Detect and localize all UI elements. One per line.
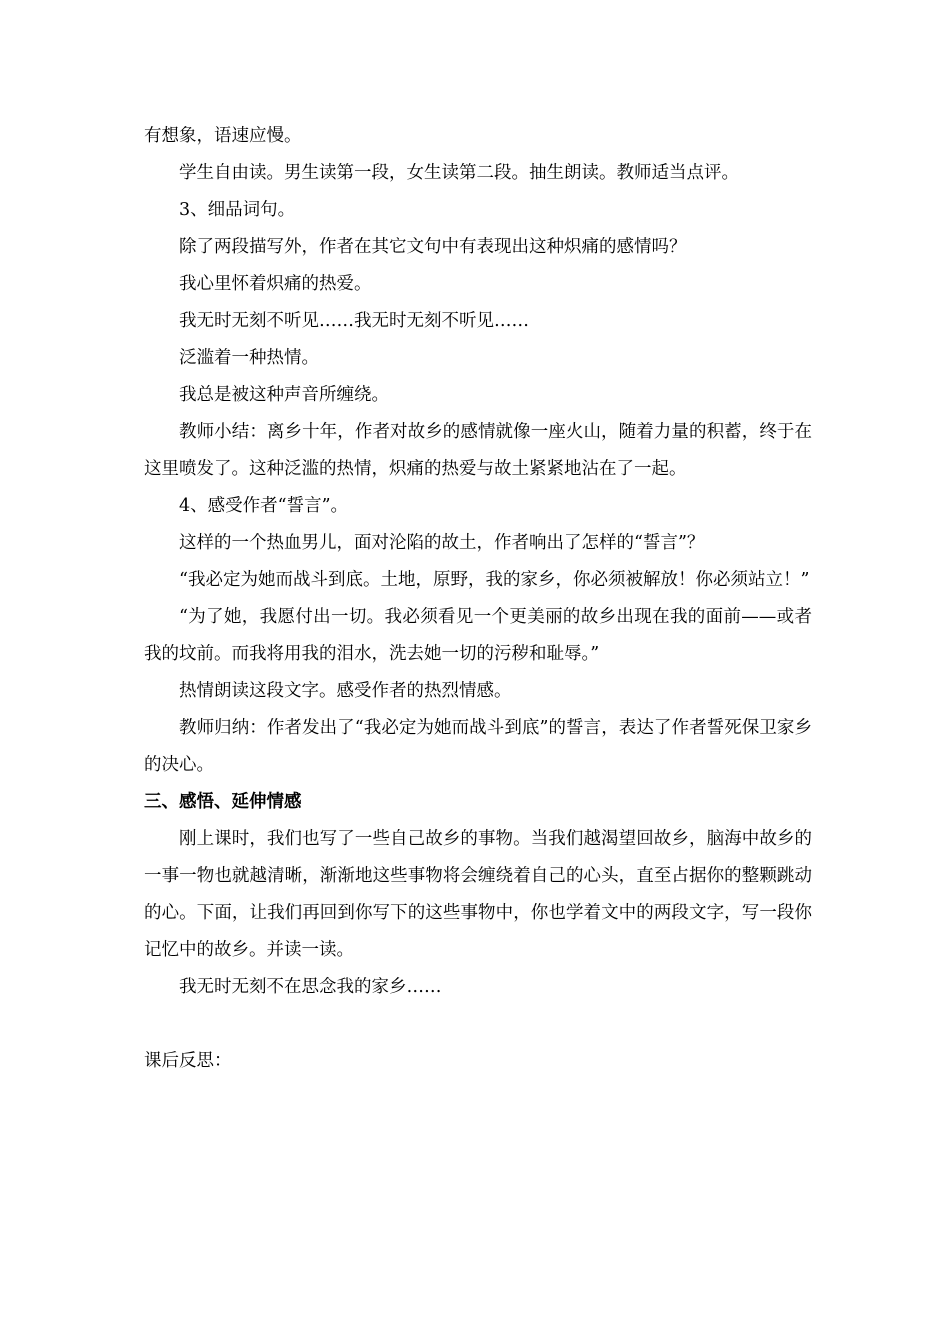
paragraph: 热情朗读这段文字。感受作者的热烈情感。 [179, 681, 512, 701]
paragraph: 学生自由读。男生读第一段，女生读第二段。抽生朗读。教师适当点评。 [179, 163, 739, 183]
reflection-label: 课后反思： [144, 1051, 232, 1071]
quoted-line: 我心里怀着炽痛的热爱。 [179, 274, 372, 294]
paragraph: 刚上课时，我们也写了一些自己故乡的事物。当我们越渴望回故乡，脑海中故乡的一事一物也就越清晰，渐渐地这些事物将会缠绕着自己的心头，直至占据你的整颗跳动的心。下面，让我们再回到你写下的这些事物中，你也学着文中的两段文字，写一段你记忆中的故乡。并读一读。 [144, 829, 812, 960]
blank-line [144, 1006, 812, 1043]
section-subheading: 4、感受作者“誓言”。 [179, 496, 349, 516]
paragraph: 教师归纳：作者发出了“我必定为她而战斗到底”的誓言，表达了作者誓死保卫家乡的决心。 [144, 718, 812, 775]
section-heading: 三、感悟、延伸情感 [144, 792, 302, 812]
document-body [144, 118, 812, 1080]
paragraph: 有想象，语速应慢。 [144, 126, 302, 146]
paragraph: 除了两段描写外，作者在其它文句中有表现出这种炽痛的感情吗？ [179, 237, 687, 257]
section-subheading: 3、细品词句。 [179, 200, 296, 220]
quoted-line: 我无时无刻不听见……我无时无刻不听见…… [179, 311, 529, 331]
quoted-line: 我总是被这种声音所缠绕。 [179, 385, 389, 405]
paragraph: 这样的一个热血男儿，面对沦陷的故土，作者响出了怎样的“誓言”？ [179, 533, 705, 553]
paragraph: 我无时无刻不在思念我的家乡…… [179, 977, 442, 997]
paragraph: 教师小结：离乡十年，作者对故乡的感情就像一座火山，随着力量的积蓄，终于在这里喷发了。这种泛滥的热情，炽痛的热爱与故土紧紧地沾在了一起。 [144, 422, 812, 479]
quote-paragraph: “我必定为她而战斗到底。土地，原野，我的家乡，你必须被解放！你必须站立！” [179, 570, 810, 590]
quoted-line: 泛滥着一种热情。 [179, 348, 319, 368]
quote-paragraph: “为了她，我愿付出一切。我必须看见一个更美丽的故乡出现在我的面前——或者我的坟前。而我将用我的泪水，洗去她一切的污秽和耻辱。” [144, 607, 812, 664]
